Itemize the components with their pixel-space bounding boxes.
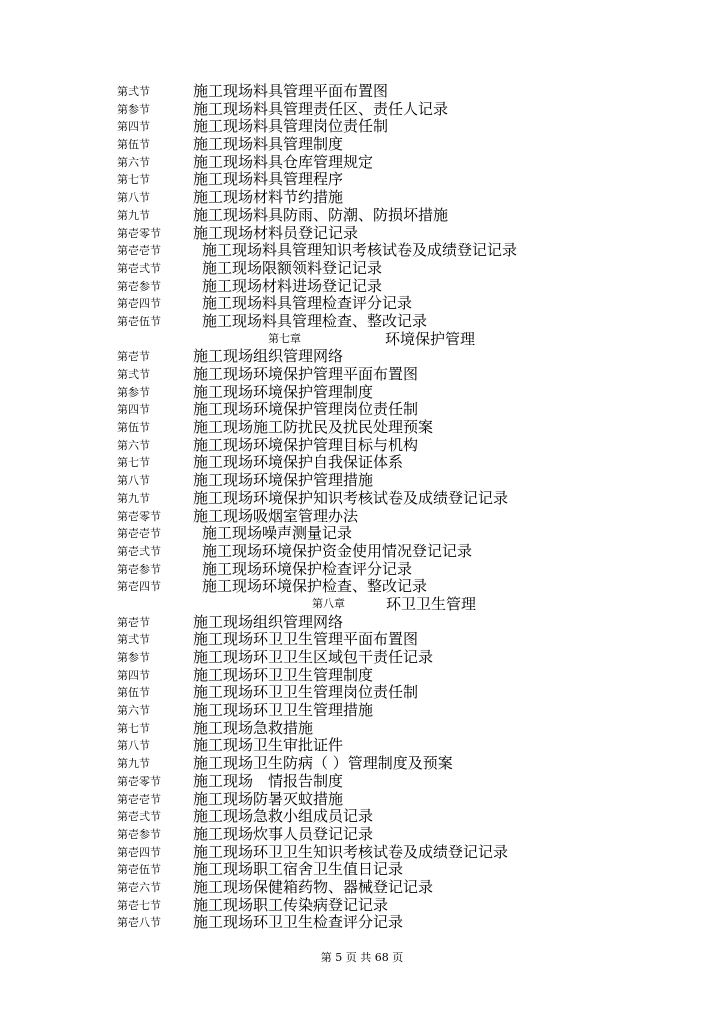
toc-row [0, 542, 724, 560]
section-number: 第参节 [117, 651, 150, 664]
toc-row [0, 170, 724, 188]
section-title: 施工现场防暑灭蚊措施 [193, 789, 344, 808]
toc-row [0, 772, 724, 790]
toc-row [0, 206, 724, 224]
section-number: 第壱伍节 [117, 314, 161, 328]
section-number: 第壱零节 [117, 509, 161, 523]
section-number: 第壱参节 [117, 827, 161, 841]
section-title: 施工现场环境保护管理岗位责任制 [193, 400, 419, 419]
chapter-heading-8 [0, 595, 724, 613]
toc-row [0, 418, 724, 436]
toc-row [0, 365, 724, 383]
section-number: 第六节 [117, 155, 150, 169]
section-number: 第七节 [117, 173, 150, 187]
toc-row [0, 117, 724, 135]
toc-row [0, 507, 724, 525]
toc-row [0, 453, 724, 471]
section-title: 施工现场限额领料登记记录 [202, 258, 383, 277]
section-number: 第壱壱节 [117, 527, 161, 541]
section-title: 施工现场环境保护检查评分记录 [202, 559, 413, 578]
chapter-title: 环境保护管理 [385, 329, 476, 348]
chapter-heading-7 [0, 330, 724, 348]
toc-row [0, 648, 724, 666]
toc-row [0, 347, 724, 365]
section-list-sanitation [0, 613, 724, 931]
toc-row [0, 719, 724, 737]
section-list-environment [0, 347, 724, 595]
toc-row [0, 82, 724, 100]
toc-row [0, 701, 724, 719]
section-title: 施工现场环境保护管理制度 [193, 382, 374, 401]
section-title: 施工现场职工宿舍卫生值日记录 [193, 860, 404, 879]
section-number: 第壱弍节 [117, 544, 161, 558]
section-number: 第弍节 [117, 85, 150, 98]
toc-row [0, 224, 724, 242]
section-title: 施工现场料具仓库管理规定 [193, 152, 374, 171]
section-number: 第壱参节 [117, 279, 161, 293]
toc-row [0, 807, 724, 825]
section-number: 第四节 [117, 120, 150, 134]
section-number: 第壱伍节 [117, 863, 161, 877]
section-title: 施工现场料具管理知识考核试卷及成绩登记记录 [202, 241, 518, 260]
section-number: 第弍节 [117, 633, 150, 647]
section-number: 第壱壱节 [117, 792, 161, 806]
section-number: 第壱弍节 [117, 810, 161, 824]
toc-row [0, 790, 724, 808]
section-title: 施工现场环卫卫生管理措施 [193, 701, 374, 720]
section-title: 施工现场料具管理检查评分记录 [202, 294, 413, 313]
toc-row [0, 825, 724, 843]
toc-row [0, 241, 724, 259]
toc-row [0, 683, 724, 701]
toc-row [0, 896, 724, 914]
toc-row [0, 188, 724, 206]
toc-row [0, 259, 724, 277]
section-title: 施工现场料具管理平面布置图 [193, 82, 389, 100]
section-title: 施工现场环境保护管理目标与机构 [193, 435, 419, 454]
section-number: 第壱节 [117, 615, 150, 629]
section-number: 第弍节 [117, 368, 150, 381]
section-title: 施工现场炊事人员登记记录 [193, 824, 374, 843]
section-number: 第八节 [117, 739, 150, 753]
section-title: 施工现场材料进场登记记录 [202, 276, 383, 295]
toc-row [0, 153, 724, 171]
section-title: 施工现场环境保护管理平面布置图 [193, 365, 419, 383]
toc-row [0, 400, 724, 418]
section-number: 第七节 [117, 721, 150, 735]
toc-row [0, 383, 724, 401]
section-title: 施工现场环卫卫生管理岗位责任制 [193, 683, 419, 702]
toc-row [0, 100, 724, 118]
section-number: 第壱八节 [117, 916, 161, 930]
section-title: 施工现场环境保护知识考核试卷及成绩登记记录 [193, 488, 509, 507]
section-title: 施工现场组织管理网络 [193, 347, 344, 366]
section-number: 第九节 [117, 757, 150, 771]
section-title: 施工现场 情报告制度 [193, 771, 344, 790]
table-of-contents [0, 82, 724, 931]
section-number: 第壱七节 [117, 898, 161, 912]
toc-row [0, 560, 724, 578]
toc-row [0, 878, 724, 896]
section-number: 第八节 [117, 474, 150, 488]
section-title: 施工现场保健箱药物、器械登记记录 [193, 877, 434, 896]
section-number: 第壱六节 [117, 880, 161, 894]
section-number: 第四节 [117, 403, 150, 417]
section-number: 第壱参节 [117, 562, 161, 576]
section-number: 第壱壱节 [117, 244, 161, 258]
section-title: 施工现场环卫卫生检查评分记录 [193, 913, 404, 932]
section-title: 施工现场料具管理检查、整改记录 [202, 311, 428, 330]
section-number: 第壱节 [117, 350, 150, 364]
section-number: 第四节 [117, 668, 150, 682]
section-title: 施工现场环卫卫生知识考核试卷及成绩登记记录 [193, 842, 509, 861]
section-number: 第伍节 [117, 686, 150, 700]
toc-row [0, 277, 724, 295]
section-number: 第六节 [117, 704, 150, 718]
chapter-title: 环卫卫生管理 [386, 594, 477, 613]
section-title: 施工现场环境保护资金使用情况登记记录 [202, 541, 473, 560]
toc-row [0, 135, 724, 153]
toc-row [0, 524, 724, 542]
toc-row [0, 436, 724, 454]
toc-row [0, 613, 724, 631]
section-title: 施工现场环卫卫生管理平面布置图 [193, 630, 419, 649]
section-number: 第参节 [117, 385, 150, 399]
toc-row [0, 736, 724, 754]
section-number: 第壱四节 [117, 297, 161, 311]
section-title: 施工现场组织管理网络 [193, 612, 344, 631]
page-footer: 第 5 页 共 68 页 [320, 951, 404, 964]
section-title: 施工现场施工防扰民及扰民处理预案 [193, 418, 434, 437]
section-number: 第壱零节 [117, 226, 161, 240]
section-number: 第九节 [117, 491, 150, 505]
section-number: 第九节 [117, 208, 150, 222]
section-title: 施工现场料具管理岗位责任制 [193, 117, 389, 136]
toc-row [0, 471, 724, 489]
section-title: 施工现场卫生审批证件 [193, 736, 344, 755]
section-number: 第壱零节 [117, 774, 161, 788]
section-number: 第壱弍节 [117, 261, 161, 275]
toc-row [0, 630, 724, 648]
section-number: 第伍节 [117, 421, 150, 435]
section-list-materials [0, 82, 724, 330]
section-title: 施工现场急救措施 [193, 718, 314, 737]
section-number: 第六节 [117, 438, 150, 452]
toc-row [0, 843, 724, 861]
section-title: 施工现场材料节约措施 [193, 188, 344, 207]
section-title: 施工现场料具防雨、防潮、防损坏措施 [193, 205, 449, 224]
toc-row [0, 666, 724, 684]
toc-row [0, 913, 724, 931]
section-title: 施工现场噪声测量记录 [202, 524, 353, 543]
toc-row [0, 312, 724, 330]
toc-row [0, 489, 724, 507]
section-title: 施工现场卫生防病（ ）管理制度及预案 [193, 754, 453, 773]
chapter-number: 第八章 [312, 596, 345, 610]
section-title: 施工现场职工传染病登记记录 [193, 895, 389, 914]
section-number: 第参节 [117, 102, 150, 116]
section-title: 施工现场料具管理程序 [193, 170, 344, 189]
section-number: 第壱四节 [117, 845, 161, 859]
section-title: 施工现场环境保护管理措施 [193, 471, 374, 490]
section-number: 第八节 [117, 191, 150, 205]
toc-row [0, 754, 724, 772]
toc-row [0, 294, 724, 312]
section-title: 施工现场材料员登记记录 [193, 223, 359, 242]
section-title: 施工现场环卫卫生管理制度 [193, 665, 374, 684]
section-title: 施工现场环境保护检查、整改记录 [202, 577, 428, 596]
toc-row [0, 577, 724, 595]
section-number: 第伍节 [117, 138, 150, 152]
section-title: 施工现场急救小组成员记录 [193, 807, 374, 826]
toc-row [0, 860, 724, 878]
section-number: 第壱四节 [117, 580, 161, 594]
section-title: 施工现场环境保护自我保证体系 [193, 453, 404, 472]
section-title: 施工现场吸烟室管理办法 [193, 506, 359, 525]
section-title: 施工现场料具管理制度 [193, 135, 344, 154]
section-number: 第七节 [117, 456, 150, 470]
section-title: 施工现场料具管理责任区、责任人记录 [193, 99, 449, 118]
chapter-number: 第七章 [268, 331, 301, 345]
section-title: 施工现场环卫卫生区域包干责任记录 [193, 648, 434, 666]
